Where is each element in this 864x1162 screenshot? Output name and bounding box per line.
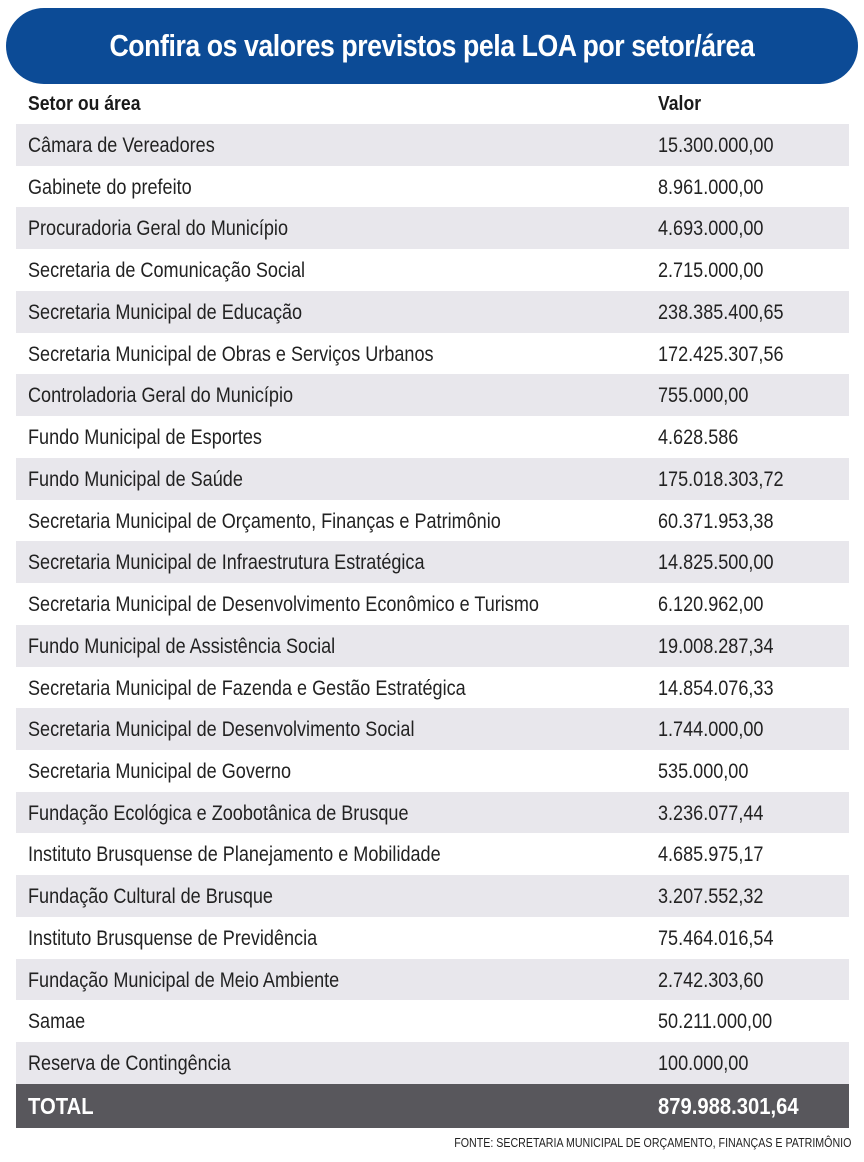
table-row <box>16 959 849 1001</box>
sector-value: 50.211.000,00 <box>658 1010 773 1034</box>
sector-value: 19.008.287,34 <box>658 634 774 658</box>
sector-value: 4.628.586 <box>658 426 739 450</box>
sector-value: 100.000,00 <box>658 1052 749 1076</box>
table-row <box>16 917 849 959</box>
sector-name: Fundo Municipal de Saúde <box>28 467 243 491</box>
sector-name: Controladoria Geral do Município <box>28 384 294 408</box>
sector-value: 3.236.077,44 <box>658 801 764 825</box>
table-row <box>16 416 849 458</box>
column-header-sector: Setor ou área <box>28 93 141 115</box>
table-row <box>16 1000 849 1042</box>
sector-name: Fundação Municipal de Meio Ambiente <box>28 968 340 992</box>
total-label: TOTAL <box>28 1093 94 1119</box>
table-row <box>16 708 849 750</box>
sector-name: Gabinete do prefeito <box>28 175 192 199</box>
table-row <box>16 500 849 542</box>
sector-value: 172.425.307,56 <box>658 342 784 366</box>
sector-name: Samae <box>28 1010 86 1034</box>
sector-name: Fundo Municipal de Assistência Social <box>28 634 336 658</box>
table-row <box>16 625 849 667</box>
sector-value: 60.371.953,38 <box>658 509 774 533</box>
sector-value: 14.825.500,00 <box>658 551 774 575</box>
source-note: FONTE: SECRETARIA MUNICIPAL DE ORÇAMENTO, FINANÇAS E PATRIMÔNIO <box>453 1135 851 1150</box>
sector-value: 4.693.000,00 <box>658 217 764 241</box>
sector-value: 6.120.962,00 <box>658 593 764 617</box>
sector-value: 15.300.000,00 <box>658 134 774 157</box>
sector-value: 2.715.000,00 <box>658 259 764 283</box>
sector-name: Secretaria Municipal de Desenvolvimento Social <box>28 718 415 742</box>
table-row <box>16 291 849 333</box>
sector-value: 1.744.000,00 <box>658 718 764 742</box>
sector-value: 175.018.303,72 <box>658 467 784 491</box>
sector-name: Secretaria Municipal de Infraestrutura Estratégica <box>28 551 425 575</box>
page-title: Confira os valores previstos pela LOA por setor/área <box>109 28 755 63</box>
sector-value: 4.685.975,17 <box>658 843 764 867</box>
sector-name: Fundação Cultural de Brusque <box>28 885 273 909</box>
sector-name: Instituto Brusquense de Previdência <box>28 926 318 950</box>
sector-value: 3.207.552,32 <box>658 885 764 909</box>
sector-value: 535.000,00 <box>658 760 749 784</box>
sector-name: Câmara de Vereadores <box>28 134 215 157</box>
sector-name: Secretaria Municipal de Governo <box>28 760 292 784</box>
sector-value: 75.464.016,54 <box>658 926 774 950</box>
sector-name: Secretaria Municipal de Orçamento, Finanças e Patrimônio <box>28 509 501 533</box>
table-row <box>16 667 849 709</box>
sector-value: 14.854.076,33 <box>658 676 774 700</box>
table-row <box>16 249 849 291</box>
column-header-value: Valor <box>658 93 702 115</box>
sector-name: Fundação Ecológica e Zoobotânica de Brusque <box>28 801 409 825</box>
sector-name: Secretaria Municipal de Desenvolvimento Econômico e Turismo <box>28 593 539 617</box>
table-row <box>16 792 849 834</box>
sector-value: 238.385.400,65 <box>658 300 784 324</box>
sector-name: Procuradoria Geral do Município <box>28 217 289 241</box>
table-row <box>16 333 849 375</box>
table-row <box>16 458 849 500</box>
table-row <box>16 1042 849 1084</box>
table-row <box>16 833 849 875</box>
budget-table <box>16 124 849 1084</box>
table-header <box>16 88 849 122</box>
table-row <box>16 583 849 625</box>
table-row <box>16 541 849 583</box>
sector-value: 2.742.303,60 <box>658 968 764 992</box>
title-banner <box>6 8 858 84</box>
total-row <box>16 1084 849 1128</box>
sector-name: Fundo Municipal de Esportes <box>28 426 262 450</box>
sector-name: Secretaria Municipal de Fazenda e Gestão Estratégica <box>28 676 466 700</box>
sector-value: 8.961.000,00 <box>658 175 764 199</box>
table-row <box>16 207 849 249</box>
sector-name: Secretaria Municipal de Obras e Serviços Urbanos <box>28 342 434 366</box>
table-row <box>16 124 849 166</box>
sector-name: Reserva de Contingência <box>28 1052 231 1076</box>
sector-value: 755.000,00 <box>658 384 749 408</box>
table-row <box>16 166 849 208</box>
table-row <box>16 374 849 416</box>
table-row <box>16 875 849 917</box>
total-value: 879.988.301,64 <box>658 1093 799 1119</box>
table-row <box>16 750 849 792</box>
sector-name: Secretaria de Comunicação Social <box>28 259 306 283</box>
sector-name: Secretaria Municipal de Educação <box>28 300 303 324</box>
sector-name: Instituto Brusquense de Planejamento e Mobilidade <box>28 843 441 867</box>
